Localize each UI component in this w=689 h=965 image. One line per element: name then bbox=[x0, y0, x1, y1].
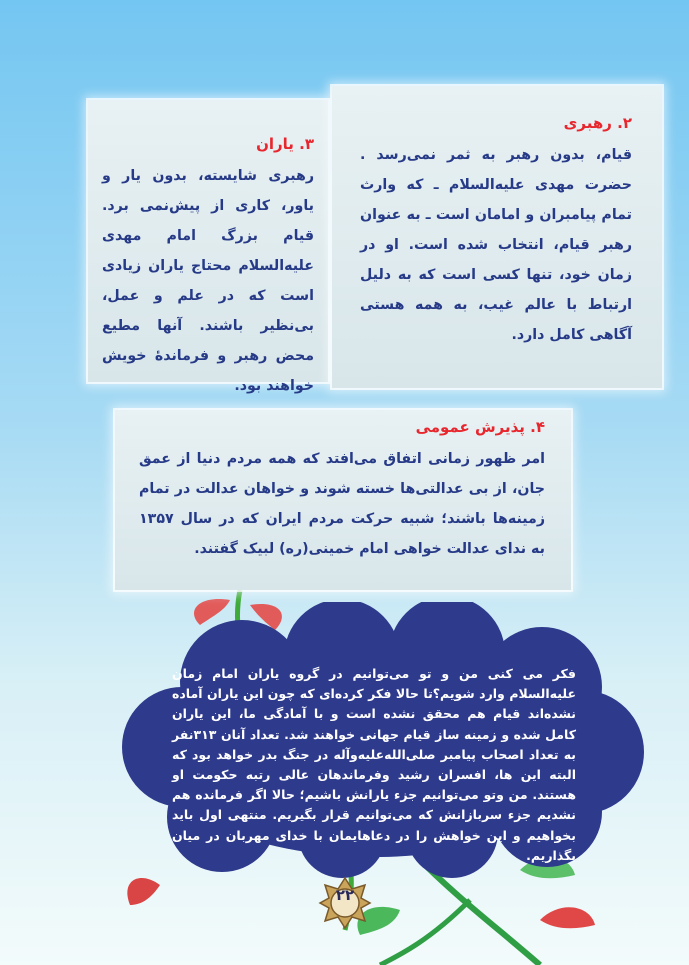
section-heading: ۴. پذیرش عمومی bbox=[415, 418, 545, 436]
section-card-leadership bbox=[332, 86, 662, 388]
cloud-text: فکر می کنی من و تو می‌توانیم در گروه یاران امام زمان علیه‌السلام وارد شویم؟تا حالا فکر کرده‌ای که چون این یاران آماده نشده‌اند قیام هم محقق نشده است و با آمادگی ما، این یاران کامل شده و زمینه ساز قیام جهانی خواهند شد. تعداد آنان ۳۱۳نفر به تعداد اصحاب پیامبر صلی‌الله‌علیه‌وآله در جنگ بدر خواهد بود که البته این ها، افسران رشید وفرماندهان عالی رتبه حکومت او هستند. من وتو می‌توانیم جزء یارانش باشیم؛ حالا اگر فرمانده هم نشدیم جزء سربازانش که می‌توانیم قرار بگیریم. منتهی اول باید بخواهیم و این خواهش را در دعاهایمان با خدای مهربان در میان بگذاریم. bbox=[172, 666, 576, 863]
section-card-public-acceptance bbox=[115, 410, 571, 590]
section-heading: ۳. یاران bbox=[256, 135, 314, 153]
section-text: رهبری شایسته، بدون یار و یاور، کاری از پیش‌نمی برد. قیام بزرگ امام مهدی علیه‌السلام محتاج یاران زیادی است که در علم و عمل، بی‌نظیر باشند. آنها مطیع محض رهبر و فرماندهٔ خویش خواهند بود. bbox=[102, 168, 314, 394]
section-text: امر ظهور زمانی اتفاق می‌افتد که همه مردم دنیا از عمق جان، از بی عدالتی‌ها خسته شوند و خواهان عدالت در تمام زمینه‌ها باشند؛ شبیه حرکت مردم ایران که در سال ۱۳۵۷ به ندای عدالت خواهی امام خمینی(ره) لبیک گفتند. bbox=[139, 451, 545, 557]
section-card-companions bbox=[88, 100, 328, 394]
page-number: ۲۲ bbox=[335, 886, 355, 904]
section-heading: ۲. رهبری bbox=[563, 114, 632, 132]
section-text: قیام، بدون رهبر به ثمر نمی‌رسد . حضرت مهدی علیه‌السلام ـ که وارث تمام پیامبران و امامان است ـ به عنوان رهبر قیام، انتخاب شده است. او در زمان خود، تنها کسی است که به دلیل ارتباط با عالم غیب، به همه هستی آگاهی کامل دارد. bbox=[360, 147, 632, 343]
